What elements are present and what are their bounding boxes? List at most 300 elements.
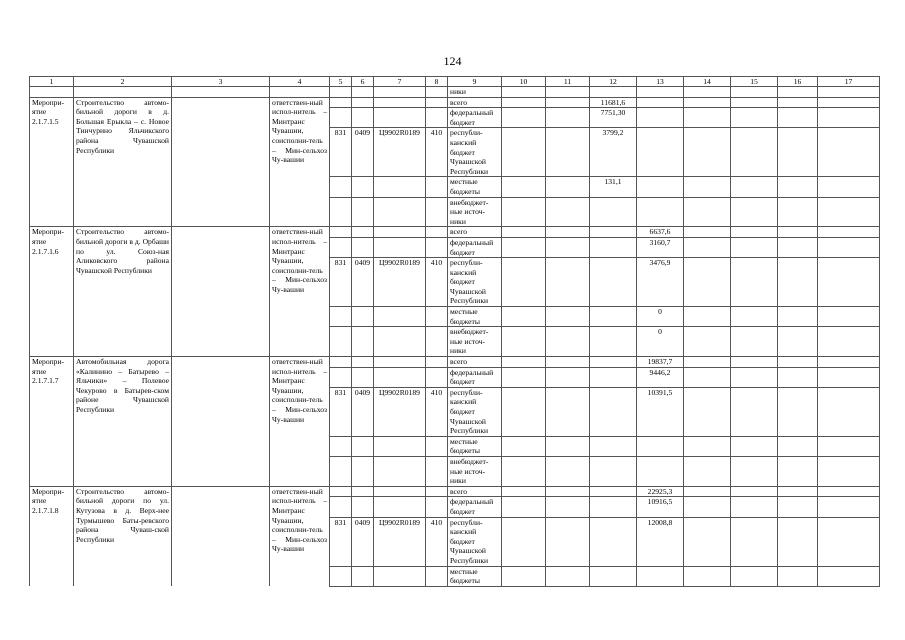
code-rzpr: 0409: [352, 517, 374, 566]
empty-cell: [590, 327, 637, 357]
empty-cell: [352, 357, 374, 368]
empty-cell: [426, 87, 448, 98]
empty-cell: [590, 357, 637, 368]
column-number: 3: [172, 77, 270, 87]
empty-cell: [374, 307, 426, 327]
event-name: Строительство автомо-бильной дороги по ул. Кутузова в д. Верх-нее Турмышево Баты-ревского района Чуваш-ской Республики: [74, 486, 172, 586]
empty-cell: [426, 97, 448, 108]
empty-cell: [684, 258, 731, 307]
value-republic: 3799,2: [590, 128, 637, 177]
empty-cell: [426, 456, 448, 486]
empty-cell: [352, 367, 374, 387]
source-label: внебюджет-ные источ-ники: [448, 197, 502, 227]
empty-cell: [818, 87, 880, 98]
table-row: [30, 227, 880, 238]
empty-cell: [684, 227, 731, 238]
empty-cell: [426, 108, 448, 128]
carry-over-row: [30, 87, 880, 98]
empty-cell: [731, 227, 778, 238]
empty-cell: [352, 87, 374, 98]
code-csr: Ц9902R0189: [374, 517, 426, 566]
source-label: всего: [448, 227, 502, 238]
value-total: 22925,3: [637, 486, 684, 497]
empty-cell: [330, 456, 352, 486]
empty-cell: [818, 307, 880, 327]
code-grbs: 831: [330, 387, 352, 436]
empty-cell: [352, 197, 374, 227]
empty-cell: [731, 327, 778, 357]
empty-cell: [502, 367, 546, 387]
empty-cell: [590, 497, 637, 517]
value-local: 0: [637, 307, 684, 327]
empty-cell: [731, 307, 778, 327]
empty-cell: [731, 357, 778, 368]
empty-cell: [818, 436, 880, 456]
empty-cell: [778, 307, 818, 327]
empty-cell: [502, 517, 546, 566]
column-number: 17: [818, 77, 880, 87]
empty-cell: [330, 497, 352, 517]
empty-cell: [546, 227, 590, 238]
empty-cell: [374, 486, 426, 497]
empty-cell: [778, 128, 818, 177]
source-label: внебюджет-ные источ-ники: [448, 327, 502, 357]
empty-cell: [590, 486, 637, 497]
column-number: 1: [30, 77, 74, 87]
empty-cell: [684, 357, 731, 368]
empty-cell: [818, 108, 880, 128]
executor: ответствен-ный испол-нитель – Минтранс Чувашии, соисполни-тель – Мин-сельхоз Чу-вашии: [270, 357, 330, 487]
event-name: Автомобильная дорога «Калинино – Батырево – Яльчики» – Полевое Чекурово в Батырев-ском районе Чувашской Республики: [74, 357, 172, 487]
source-label: местные бюджеты: [448, 177, 502, 197]
empty-cell: [330, 357, 352, 368]
empty-cell: [352, 566, 374, 586]
empty-cell: [330, 327, 352, 357]
empty-cell: [818, 566, 880, 586]
empty-cell: [731, 517, 778, 566]
column-header-row: [30, 77, 880, 87]
column-number: 12: [590, 77, 637, 87]
empty-cell: [731, 436, 778, 456]
empty-cell: [374, 197, 426, 227]
empty-cell: [352, 177, 374, 197]
empty-cell: [502, 456, 546, 486]
source-label: местные бюджеты: [448, 436, 502, 456]
column-number: 2: [74, 77, 172, 87]
empty-cell: [172, 87, 270, 98]
empty-cell: [546, 497, 590, 517]
empty-cell: [546, 128, 590, 177]
empty-cell: [818, 497, 880, 517]
empty-cell: [426, 237, 448, 257]
empty-cell: [778, 497, 818, 517]
value-republic: 3476,9: [637, 258, 684, 307]
empty-cell: [590, 566, 637, 586]
value-local: 131,1: [590, 177, 637, 197]
empty-cell: [330, 108, 352, 128]
code-csr: Ц9902R0189: [374, 128, 426, 177]
source-label: республи-канский бюджет Чувашской Республики: [448, 387, 502, 436]
empty-cell: [172, 97, 270, 227]
empty-cell: [374, 456, 426, 486]
empty-cell: [546, 367, 590, 387]
empty-cell: [818, 367, 880, 387]
code-rzpr: 0409: [352, 128, 374, 177]
table-body: [30, 77, 880, 587]
empty-cell: [546, 456, 590, 486]
empty-cell: [818, 128, 880, 177]
empty-cell: [637, 87, 684, 98]
empty-cell: [502, 258, 546, 307]
empty-cell: [546, 387, 590, 436]
code-rzpr: 0409: [352, 258, 374, 307]
empty-cell: [330, 97, 352, 108]
empty-cell: [818, 237, 880, 257]
empty-cell: [502, 108, 546, 128]
empty-cell: [546, 327, 590, 357]
source-label: федеральный бюджет: [448, 108, 502, 128]
empty-cell: [731, 177, 778, 197]
empty-cell: [818, 517, 880, 566]
empty-cell: [590, 307, 637, 327]
empty-cell: [684, 307, 731, 327]
source-label: федеральный бюджет: [448, 367, 502, 387]
empty-cell: [731, 566, 778, 586]
empty-cell: [637, 108, 684, 128]
table-row: [30, 486, 880, 497]
empty-cell: [374, 497, 426, 517]
executor: ответствен-ный испол-нитель – Минтранс Чувашии, соисполни-тель – Мин-сельхоз Чу-вашии: [270, 227, 330, 357]
empty-cell: [546, 517, 590, 566]
event-name: Строительство автомо-бильной дороги в д. Большая Ерыкла – с. Новое Тинчурино Яльчикского района Чувашской Республики: [74, 97, 172, 227]
empty-cell: [818, 97, 880, 108]
empty-cell: [778, 436, 818, 456]
code-vr: 410: [426, 258, 448, 307]
empty-cell: [330, 367, 352, 387]
empty-cell: [330, 177, 352, 197]
source-label: республи-канский бюджет Чувашской Республики: [448, 258, 502, 307]
value-federal: 10916,5: [637, 497, 684, 517]
empty-cell: [502, 387, 546, 436]
code-grbs: 831: [330, 517, 352, 566]
empty-cell: [684, 566, 731, 586]
empty-cell: [502, 357, 546, 368]
empty-cell: [637, 197, 684, 227]
empty-cell: [426, 566, 448, 586]
empty-cell: [426, 197, 448, 227]
executor: ответствен-ный испол-нитель – Минтранс Чувашии, соисполни-тель – Мин-сельхоз Чу-вашии: [270, 486, 330, 586]
empty-cell: [426, 227, 448, 238]
empty-cell: [731, 237, 778, 257]
empty-cell: [778, 197, 818, 227]
source-label: федеральный бюджет: [448, 497, 502, 517]
empty-cell: [590, 387, 637, 436]
empty-cell: [330, 237, 352, 257]
empty-cell: [74, 87, 172, 98]
code-vr: 410: [426, 128, 448, 177]
empty-cell: [546, 486, 590, 497]
source-label: ники: [448, 87, 502, 98]
empty-cell: [546, 307, 590, 327]
empty-cell: [684, 197, 731, 227]
empty-cell: [818, 258, 880, 307]
empty-cell: [637, 97, 684, 108]
empty-cell: [270, 87, 330, 98]
empty-cell: [352, 307, 374, 327]
empty-cell: [684, 327, 731, 357]
empty-cell: [426, 307, 448, 327]
empty-cell: [546, 97, 590, 108]
empty-cell: [778, 87, 818, 98]
empty-cell: [731, 108, 778, 128]
empty-cell: [778, 566, 818, 586]
code-csr: Ц9902R0189: [374, 387, 426, 436]
empty-cell: [352, 327, 374, 357]
source-label: всего: [448, 357, 502, 368]
column-number: 11: [546, 77, 590, 87]
empty-cell: [502, 327, 546, 357]
empty-cell: [684, 177, 731, 197]
empty-cell: [590, 237, 637, 257]
empty-cell: [590, 436, 637, 456]
table-row: [30, 97, 880, 108]
empty-cell: [374, 97, 426, 108]
empty-cell: [546, 108, 590, 128]
empty-cell: [778, 486, 818, 497]
empty-cell: [426, 357, 448, 368]
value-federal: 9446,2: [637, 367, 684, 387]
page-number: 124: [443, 54, 462, 68]
empty-cell: [546, 436, 590, 456]
empty-cell: [502, 566, 546, 586]
source-label: местные бюджеты: [448, 566, 502, 586]
value-republic: 10391,5: [637, 387, 684, 436]
value-extra: 0: [637, 327, 684, 357]
empty-cell: [374, 177, 426, 197]
empty-cell: [731, 197, 778, 227]
value-local: [637, 566, 684, 586]
empty-cell: [778, 456, 818, 486]
empty-cell: [374, 237, 426, 257]
empty-cell: [374, 436, 426, 456]
executor: ответствен-ный испол-нитель – Минтранс Чувашии, соисполни-тель – Мин-сельхоз Чу-вашии: [270, 97, 330, 227]
empty-cell: [330, 87, 352, 98]
empty-cell: [546, 566, 590, 586]
table-row: [30, 357, 880, 368]
empty-cell: [684, 128, 731, 177]
column-number: 6: [352, 77, 374, 87]
empty-cell: [502, 486, 546, 497]
column-number: 10: [502, 77, 546, 87]
empty-cell: [546, 357, 590, 368]
empty-cell: [637, 128, 684, 177]
empty-cell: [502, 87, 546, 98]
value-total: 6637,6: [637, 227, 684, 238]
empty-cell: [731, 497, 778, 517]
empty-cell: [818, 387, 880, 436]
empty-cell: [546, 177, 590, 197]
empty-cell: [684, 486, 731, 497]
empty-cell: [502, 497, 546, 517]
empty-cell: [352, 227, 374, 238]
empty-cell: [731, 387, 778, 436]
empty-cell: [731, 128, 778, 177]
empty-cell: [172, 357, 270, 487]
source-label: республи-канский бюджет Чувашской Республики: [448, 128, 502, 177]
empty-cell: [330, 566, 352, 586]
empty-cell: [818, 486, 880, 497]
empty-cell: [731, 456, 778, 486]
column-number: 13: [637, 77, 684, 87]
empty-cell: [778, 357, 818, 368]
empty-cell: [818, 327, 880, 357]
empty-cell: [590, 227, 637, 238]
empty-cell: [374, 227, 426, 238]
empty-cell: [731, 87, 778, 98]
empty-cell: [502, 227, 546, 238]
value-total: 11681,6: [590, 97, 637, 108]
empty-cell: [684, 436, 731, 456]
event-name: Строительство автомо-бильной дороги в д. Орбаши по ул. Союз-ная Аликовского района Чувашской Республики: [74, 227, 172, 357]
empty-cell: [30, 87, 74, 98]
empty-cell: [778, 367, 818, 387]
source-label: всего: [448, 486, 502, 497]
empty-cell: [684, 497, 731, 517]
source-label: республи-канский бюджет Чувашской Республики: [448, 517, 502, 566]
value-republic: 12008,8: [637, 517, 684, 566]
empty-cell: [374, 367, 426, 387]
empty-cell: [426, 497, 448, 517]
empty-cell: [778, 227, 818, 238]
code-vr: 410: [426, 387, 448, 436]
empty-cell: [731, 367, 778, 387]
empty-cell: [818, 227, 880, 238]
column-number: 4: [270, 77, 330, 87]
empty-cell: [502, 197, 546, 227]
empty-cell: [778, 237, 818, 257]
empty-cell: [426, 486, 448, 497]
empty-cell: [778, 108, 818, 128]
empty-cell: [684, 97, 731, 108]
empty-cell: [590, 367, 637, 387]
empty-cell: [818, 177, 880, 197]
empty-cell: [426, 177, 448, 197]
empty-cell: [374, 87, 426, 98]
empty-cell: [330, 436, 352, 456]
source-label: местные бюджеты: [448, 307, 502, 327]
empty-cell: [778, 97, 818, 108]
empty-cell: [330, 197, 352, 227]
empty-cell: [731, 97, 778, 108]
empty-cell: [352, 456, 374, 486]
empty-cell: [374, 357, 426, 368]
event-id: Меропри-ятие 2.1.7.1.8: [30, 486, 74, 586]
code-grbs: 831: [330, 258, 352, 307]
empty-cell: [684, 108, 731, 128]
empty-cell: [502, 307, 546, 327]
empty-cell: [374, 566, 426, 586]
empty-cell: [374, 327, 426, 357]
empty-cell: [426, 327, 448, 357]
empty-cell: [818, 197, 880, 227]
empty-cell: [502, 128, 546, 177]
empty-cell: [684, 387, 731, 436]
empty-cell: [502, 97, 546, 108]
empty-cell: [818, 456, 880, 486]
code-rzpr: 0409: [352, 387, 374, 436]
empty-cell: [778, 327, 818, 357]
source-label: всего: [448, 97, 502, 108]
event-id: Меропри-ятие 2.1.7.1.7: [30, 357, 74, 487]
empty-cell: [590, 87, 637, 98]
empty-cell: [778, 177, 818, 197]
budget-table: [29, 76, 880, 587]
empty-cell: [637, 177, 684, 197]
empty-cell: [352, 436, 374, 456]
empty-cell: [352, 237, 374, 257]
empty-cell: [502, 177, 546, 197]
empty-cell: [684, 237, 731, 257]
column-number: 15: [731, 77, 778, 87]
empty-cell: [731, 486, 778, 497]
empty-cell: [330, 307, 352, 327]
empty-cell: [778, 258, 818, 307]
empty-cell: [546, 237, 590, 257]
value-extra: [637, 456, 684, 486]
column-number: 8: [426, 77, 448, 87]
column-number: 7: [374, 77, 426, 87]
source-label: федеральный бюджет: [448, 237, 502, 257]
empty-cell: [502, 436, 546, 456]
event-id: Меропри-ятие 2.1.7.1.5: [30, 97, 74, 227]
value-local: [637, 436, 684, 456]
empty-cell: [330, 227, 352, 238]
code-csr: Ц9902R0189: [374, 258, 426, 307]
empty-cell: [546, 197, 590, 227]
empty-cell: [502, 237, 546, 257]
empty-cell: [426, 367, 448, 387]
empty-cell: [330, 486, 352, 497]
column-number: 5: [330, 77, 352, 87]
value-total: 19837,7: [637, 357, 684, 368]
empty-cell: [352, 97, 374, 108]
empty-cell: [684, 456, 731, 486]
empty-cell: [426, 436, 448, 456]
value-federal: 7751,30: [590, 108, 637, 128]
column-number: 14: [684, 77, 731, 87]
event-id: Меропри-ятие 2.1.7.1.6: [30, 227, 74, 357]
empty-cell: [731, 258, 778, 307]
empty-cell: [818, 357, 880, 368]
value-federal: 3160,7: [637, 237, 684, 257]
value-extra: [590, 197, 637, 227]
empty-cell: [684, 367, 731, 387]
source-label: внебюджет-ные источ-ники: [448, 456, 502, 486]
code-vr: 410: [426, 517, 448, 566]
empty-cell: [778, 517, 818, 566]
empty-cell: [590, 258, 637, 307]
empty-cell: [546, 87, 590, 98]
empty-cell: [684, 517, 731, 566]
empty-cell: [778, 387, 818, 436]
empty-cell: [590, 517, 637, 566]
empty-cell: [172, 486, 270, 586]
empty-cell: [590, 456, 637, 486]
empty-cell: [172, 227, 270, 357]
empty-cell: [546, 258, 590, 307]
empty-cell: [352, 497, 374, 517]
empty-cell: [374, 108, 426, 128]
